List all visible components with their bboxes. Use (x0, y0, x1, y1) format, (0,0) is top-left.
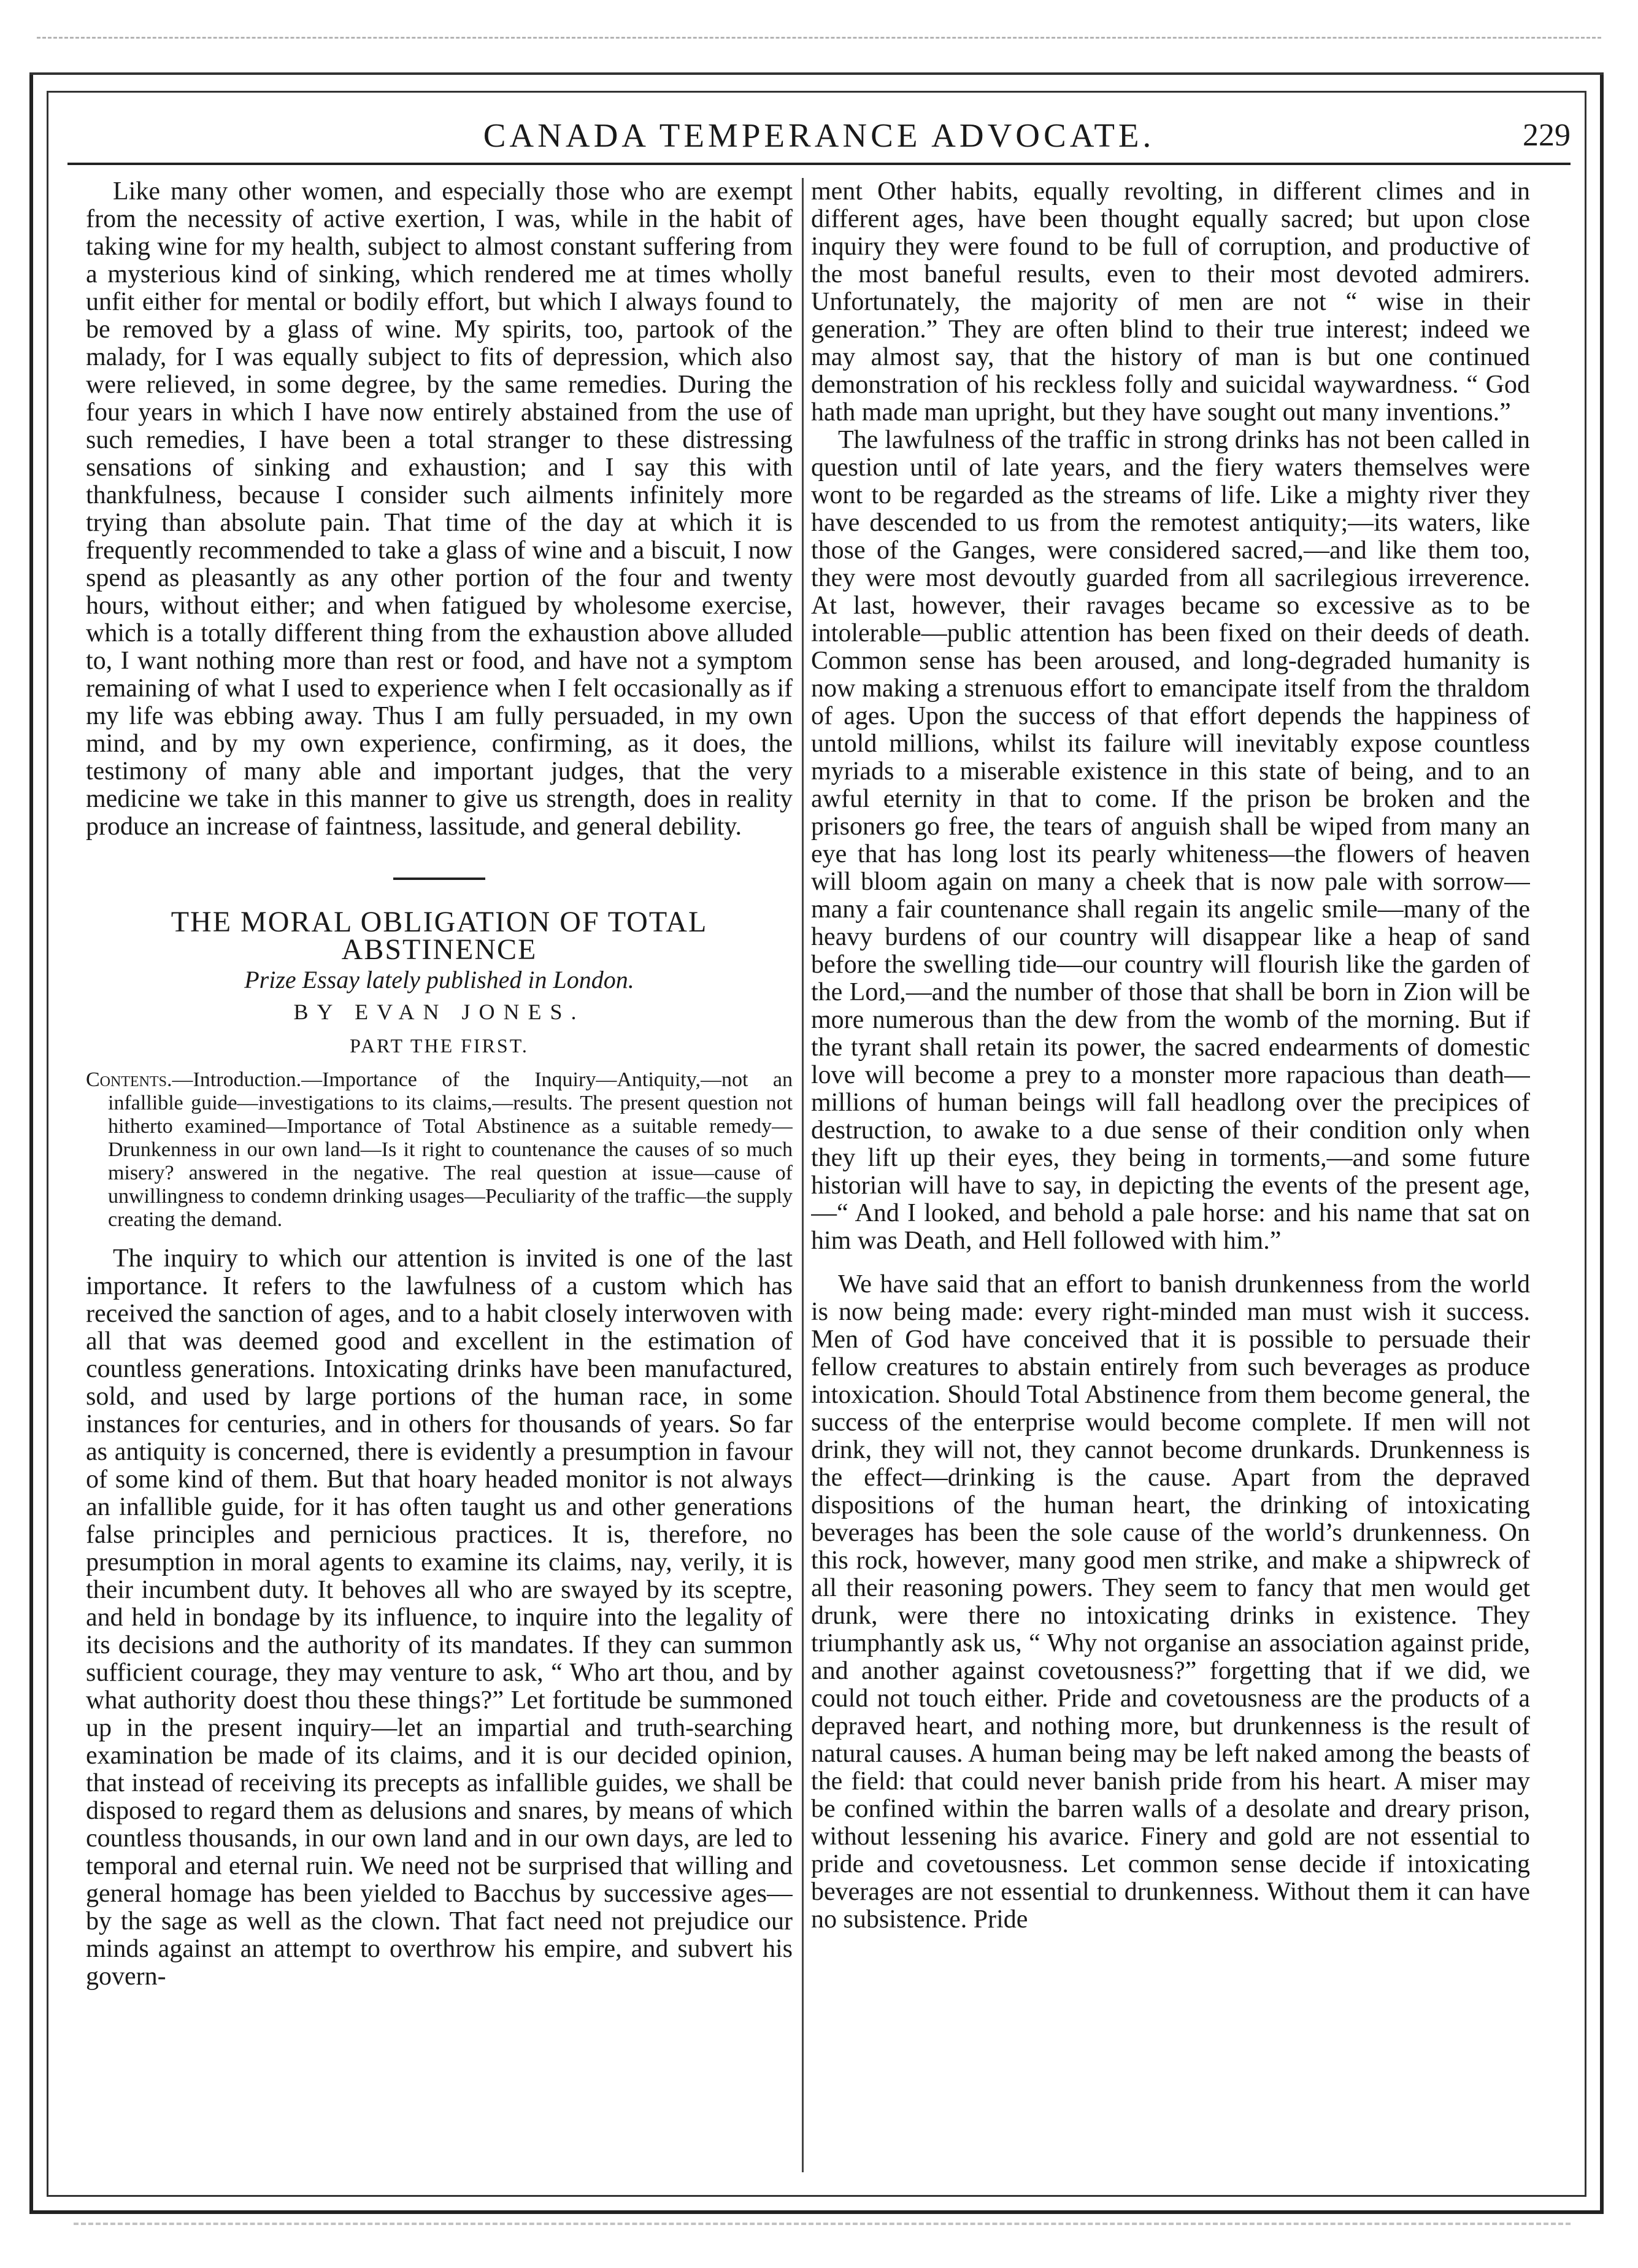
contents-text: —Introduction.—Importance of the Inquiry—Antiquity,—not an infallible guide—investigations to its claims,—results. The present question not hitherto examined—Importance of Total Abstinence as a suitable remedy—Drunkenness in our own land—Is it right to countenance the causes of so much misery? answered in the negative. The real question at issue—cause of unwillingness to condemn drinking usages—Peculiarity of the traffic—the supply creating the demand. (108, 1068, 793, 1231)
column-divider (802, 178, 804, 2172)
right-paragraph-1: ment Other habits, equally revolting, in different climes and in different ages, have been thought equally sacred; but upon close inquiry they were found to be full of corruption, and productive of the most baneful results, even to their most devoted admirers. Unfortunately, the majority of men are not “ wise in their generation.” They are often blind to their true interest; indeed we may almost say, that the history of man is but one continued demonstration of his reckless folly and suicidal waywardness. “ God hath made man upright, but they have sought out many inventions.” (811, 178, 1530, 426)
essay-subtitle: Prize Essay lately published in London. (244, 966, 634, 993)
right-column (811, 178, 1530, 2178)
right-paragraph-3: We have said that an effort to banish drunkenness from the world is now being made: every right-minded man must wish it success. Men of God have conceived that it is possible to persuade their fellow creatures to abstain entirely from such beverages as produce intoxication. Should Total Abstinence from them become general, the success of the enterprise would become complete. If men will not drink, they will not, they cannot become drunkards. Drunkenness is the effect—drinking is the cause. Apart from the depraved dispositions of the human heart, the drinking of intoxicating beverages has been the sole cause of the world’s drunkenness. On this rock, however, many good men strike, and make a shipwreck of all their reasoning powers. They seem to fancy that men would get drunk, were there no intoxicating drinks in existence. They triumphantly ask us, “ Why not organise an association against pride, and another against covetousness?” forgetting that if we did, we could not touch either. Pride and covetousness are the products of a depraved heart, and nothing more, but drunkenness is the result of natural causes. A human being may be left naked among the beasts of the field: that could never banish pride from his heart. A miser may be confined within the barren walls of a desolate and dreary prison, without lessening his avarice. Finery and gold are not essential to pride and covetousness. Let common sense decide if intoxicating beverages are not essential to drunkenness. Without them it can have no subsistence. Pride (811, 1270, 1530, 1934)
left-column (86, 178, 793, 2178)
intro-paragraph: Like many other women, and especially those who are exempt from the necessity of active exertion, I was, while in the habit of taking wine for my health, subject to almost constant suffering from a mysterious kind of sinking, which rendered me at times wholly unfit either for mental or bodily effort, but which I always found to be removed by a glass of wine. My spirits, too, partook of the malady, for I was equally subject to fits of depression, which also were relieved, in some degree, by the same remedies. During the four years in which I have now entirely abstained from the use of such remedies, I have been a total stranger to these distressing sensations of sinking and exhaustion; and I say this with thankfulness, because I consider such ailments infinitely more trying than absolute pain. That time of the day at which it is frequently recommended to take a glass of wine and a biscuit, I now spend as pleasantly as any other portion of the four and twenty hours, without either; and when fatigued by wholesome exercise, which is a totally different thing from the exhaustion above alluded to, I want nothing more than rest or food, and have not a symptom remaining of what I used to experience when I felt occasionally as if my life was ebbing away. Thus I am fully persuaded, in my own mind, and by my own experience, confirming, as it does, the testimony of many able and important judges, that the very medicine we take in this manner to give us strength, does in reality produce an increase of faintness, lassitude, and general debility. (86, 178, 793, 841)
top-rule (29, 72, 1604, 75)
print-noise-top (37, 37, 1601, 57)
essay-part: PART THE FIRST. (350, 1035, 529, 1057)
right-paragraph-2: The lawfulness of the traffic in strong drinks has not been called in question until of late years, and the fiery waters themselves were wont to be regarded as the streams of life. Like a mighty river they have descended to us from the remotest antiquity;—its waters, like those of the Ganges, were considered sacred,—and like them too, they were most devoutly guarded from all sacrilegious irreverence. At last, however, their ravages became so excessive as to be intolerable—public attention has been fixed on their deeds of death. Common sense has been aroused, and long-degraded humanity is now making a strenuous effort to emancipate itself from the thraldom of ages. Upon the success of that effort depends the happiness of untold millions, whilst its failure will inevitably expose countless myriads to a miserable existence in this state of being, and to an awful eternity in that to come. If the prison be broken and the prisoners go free, the tears of anguish shall be wiped from many an eye that has long lost its pearly whiteness—the flowers of heaven will bloom again on many a cheek that is now pale with sorrow—many a fair countenance shall regain its angelic smile—many of the heavy burdens of our country will disappear like a heap of sand before the swelling tide—our country will flourish like the garden of the Lord,—and the number of those that shall be born in Zion will be more numerous than the dew from the womb of the morning. But if the tyrant shall retain its power, the sacred endearments of domestic love will become a prey to a monster more rapacious than death—millions of human beings will fall headlong over the precipices of destruction, to awake to a due sense of their condition only when they lift up their eyes, they being in torments,—and some future historian will have to say, in depicting the events of the present age, —“ And I looked, and behold a pale horse: and his name that sat on him was Death, and Hell followed with him.” (811, 426, 1530, 1255)
body-paragraph: The inquiry to which our attention is invited is one of the last importance. It refers to the lawfulness of a custom which has received the sanction of ages, and to a habit closely interwoven with all that was deemed good and excellent in the estimation of countless generations. Intoxicating drinks have been manufactured, sold, and used by large portions of the human race, in some instances for centuries, and in others for thousands of years. So far as antiquity is concerned, there is evidently a presumption in favour of some kind of them. But that hoary headed monitor is not always an infallible guide, for it has often taught us and other generations false principles and pernicious practices. It is, therefore, no presumption in moral agents to examine its claims, nay, verily, it is their incumbent duty. It behoves all who are swayed by its sceptre, and held in bondage by its influence, to inquire into the legality of its decisions and the authority of its mandates. If they can summon sufficient courage, they may venture to ask, “ Who art thou, and by what authority doest thou these things?” Let fortitude be summoned up in the present inquiry—let an impartial and truth-searching examination be made of its claims, and it is our decided opinion, that instead of receiving its precepts as infallible guides, we shall be disposed to regard them as delusions and snares, by means of which countless thousands, in our own land and in our own days, are led to temporal and eternal ruin. We need not be surprised that willing and general homage has been yielded to Bacchus by successive ages—by the sage as well as the clown. That fact need not prejudice our minds against an attempt to overthrow his empire, and subvert his govern- (86, 1244, 793, 1991)
contents-label: Contents. (86, 1068, 172, 1091)
print-noise-bottom (74, 2223, 1571, 2237)
essay-title: THE MORAL OBLIGATION OF TOTAL ABSTINENCE (171, 906, 708, 966)
essay-author: BY EVAN JONES. (293, 1000, 585, 1024)
contents-summary (86, 1068, 793, 1232)
page-number: 229 (1523, 118, 1571, 153)
section-separator (393, 878, 485, 880)
running-head (67, 107, 1571, 165)
publication-title: CANADA TEMPERANCE ADVOCATE. (483, 116, 1155, 154)
